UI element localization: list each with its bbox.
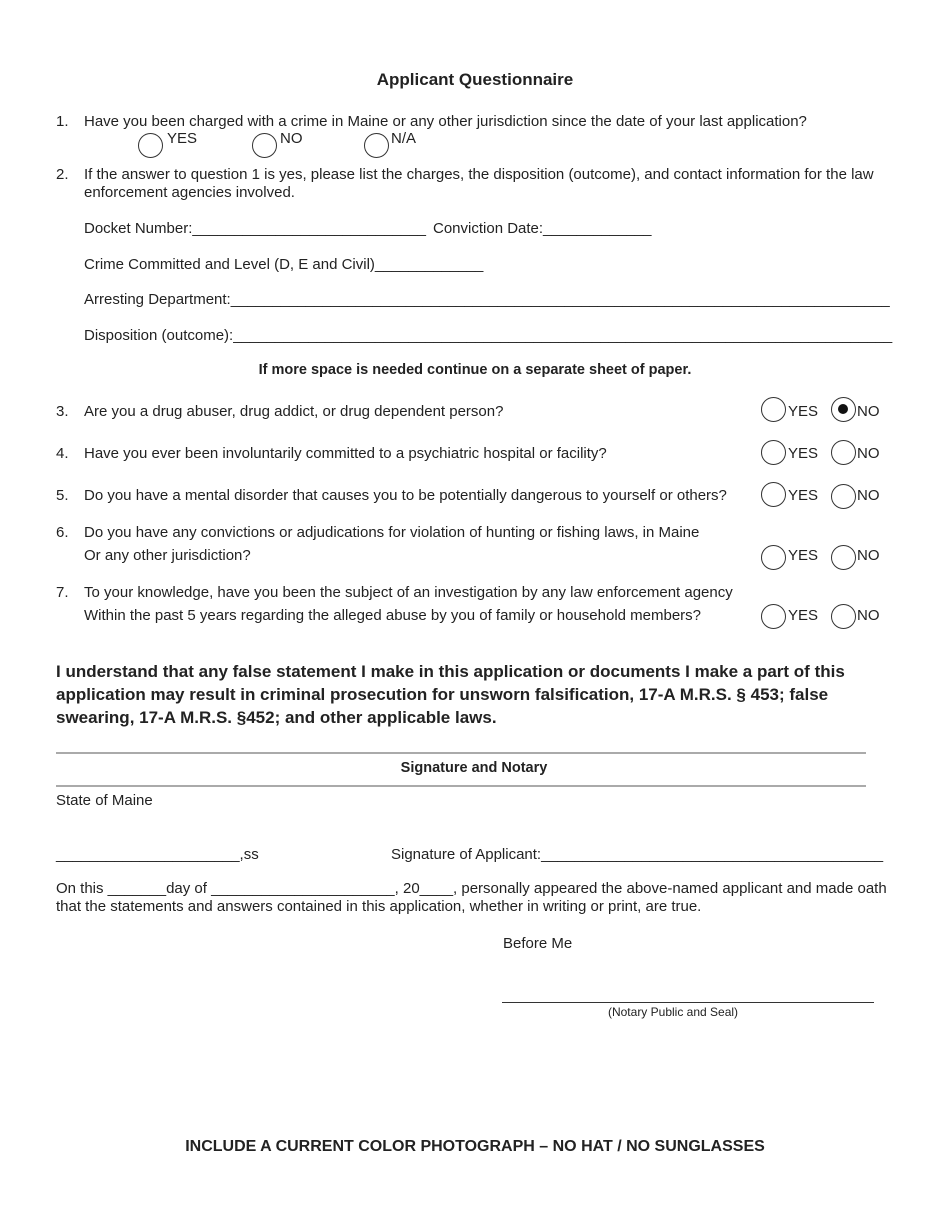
crime-level-field[interactable]: Crime Committed and Level (D, E and Civil)_____________	[84, 256, 484, 273]
section-divider-top	[56, 752, 866, 754]
q6-no-label: NO	[857, 547, 880, 564]
q1-text: Have you been charged with a crime in Maine or any other jurisdiction since the date of your last application?	[84, 113, 807, 130]
oath-statement[interactable]: On this _______day of ______________________, 20____, personally appeared the above-named applicant and made oath that the statements and answers contained in this application, whether in writing or print, are true.	[56, 880, 887, 915]
q3-text: Are you a drug abuser, drug addict, or drug dependent person?	[84, 403, 504, 420]
q7-no-label: NO	[857, 607, 880, 624]
photo-instruction-footer: INCLUDE A CURRENT COLOR PHOTOGRAPH – NO HAT / NO SUNGLASSES	[185, 1138, 765, 1155]
q1-no-label: NO	[280, 130, 303, 147]
q3-no-radio[interactable]	[831, 397, 856, 422]
more-space-note: If more space is needed continue on a separate sheet of paper.	[258, 362, 692, 378]
q5-yes-label: YES	[788, 487, 819, 504]
q6-number: 6.	[56, 524, 69, 541]
q2-number: 2.	[56, 166, 69, 183]
q5-no-radio[interactable]	[831, 484, 856, 509]
page-title: Applicant Questionnaire	[376, 70, 574, 89]
q7-text-line2: Within the past 5 years regarding the alleged abuse by you of family or household members?	[84, 607, 702, 624]
q4-yes-radio[interactable]	[761, 440, 786, 465]
before-me-label: Before Me	[503, 935, 573, 952]
arresting-department-field[interactable]: Arresting Department:_______________________________________________________________________________	[84, 291, 890, 308]
q7-text-line1: To your knowledge, have you been the subject of an investigation by any law enforcement agency	[84, 584, 733, 601]
q7-yes-label: YES	[788, 607, 819, 624]
q4-no-label: NO	[857, 445, 880, 462]
conviction-date-field[interactable]: Conviction Date:_____________	[433, 220, 652, 237]
false-statement-declaration: I understand that any false statement I make in this application or documents I make a part of this application may result in criminal prosecution for unsworn falsification, 17-A M.R.S. § 453; false swearing, 17-A M.R.S. §452; and other applicable laws.	[56, 662, 845, 727]
notary-caption: (Notary Public and Seal)	[607, 1005, 739, 1019]
q4-no-radio[interactable]	[831, 440, 856, 465]
q1-yes-radio[interactable]	[138, 133, 163, 158]
q3-no-label: NO	[857, 403, 880, 420]
q4-yes-label: YES	[788, 445, 819, 462]
q5-no-label: NO	[857, 487, 880, 504]
county-field[interactable]: ______________________,ss	[56, 846, 259, 863]
q5-text: Do you have a mental disorder that causes you to be potentially dangerous to yourself or others?	[84, 487, 727, 504]
q3-yes-label: YES	[788, 403, 819, 420]
q1-na-radio[interactable]	[364, 133, 389, 158]
q7-no-radio[interactable]	[831, 604, 856, 629]
docket-number-field[interactable]: Docket Number:____________________________	[84, 220, 426, 237]
q1-yes-label: YES	[167, 130, 198, 147]
signature-section-heading: Signature and Notary	[400, 760, 548, 776]
q6-yes-label: YES	[788, 547, 819, 564]
q6-yes-radio[interactable]	[761, 545, 786, 570]
q5-number: 5.	[56, 487, 69, 504]
q6-text-line2: Or any other jurisdiction?	[84, 547, 251, 564]
q2-text: If the answer to question 1 is yes, please list the charges, the disposition (outcome), and contact information for the law enforcement agencies involved.	[84, 166, 874, 201]
q7-number: 7.	[56, 584, 69, 601]
applicant-signature-field[interactable]: Signature of Applicant:_________________________________________	[391, 846, 884, 863]
q1-no-radio[interactable]	[252, 133, 277, 158]
q5-yes-radio[interactable]	[761, 482, 786, 507]
section-divider-bottom	[56, 785, 866, 787]
q7-yes-radio[interactable]	[761, 604, 786, 629]
q6-no-radio[interactable]	[831, 545, 856, 570]
q3-yes-radio[interactable]	[761, 397, 786, 422]
notary-signature-line[interactable]	[502, 1002, 874, 1003]
disposition-field[interactable]: Disposition (outcome):_______________________________________________________________________________	[84, 327, 893, 344]
q1-number: 1.	[56, 113, 69, 130]
q3-number: 3.	[56, 403, 69, 420]
q4-number: 4.	[56, 445, 69, 462]
q4-text: Have you ever been involuntarily committed to a psychiatric hospital or facility?	[84, 445, 607, 462]
q1-na-label: N/A	[391, 130, 417, 147]
state-label: State of Maine	[56, 792, 153, 809]
q6-text-line1: Do you have any convictions or adjudications for violation of hunting or fishing laws, in Maine	[84, 524, 700, 541]
